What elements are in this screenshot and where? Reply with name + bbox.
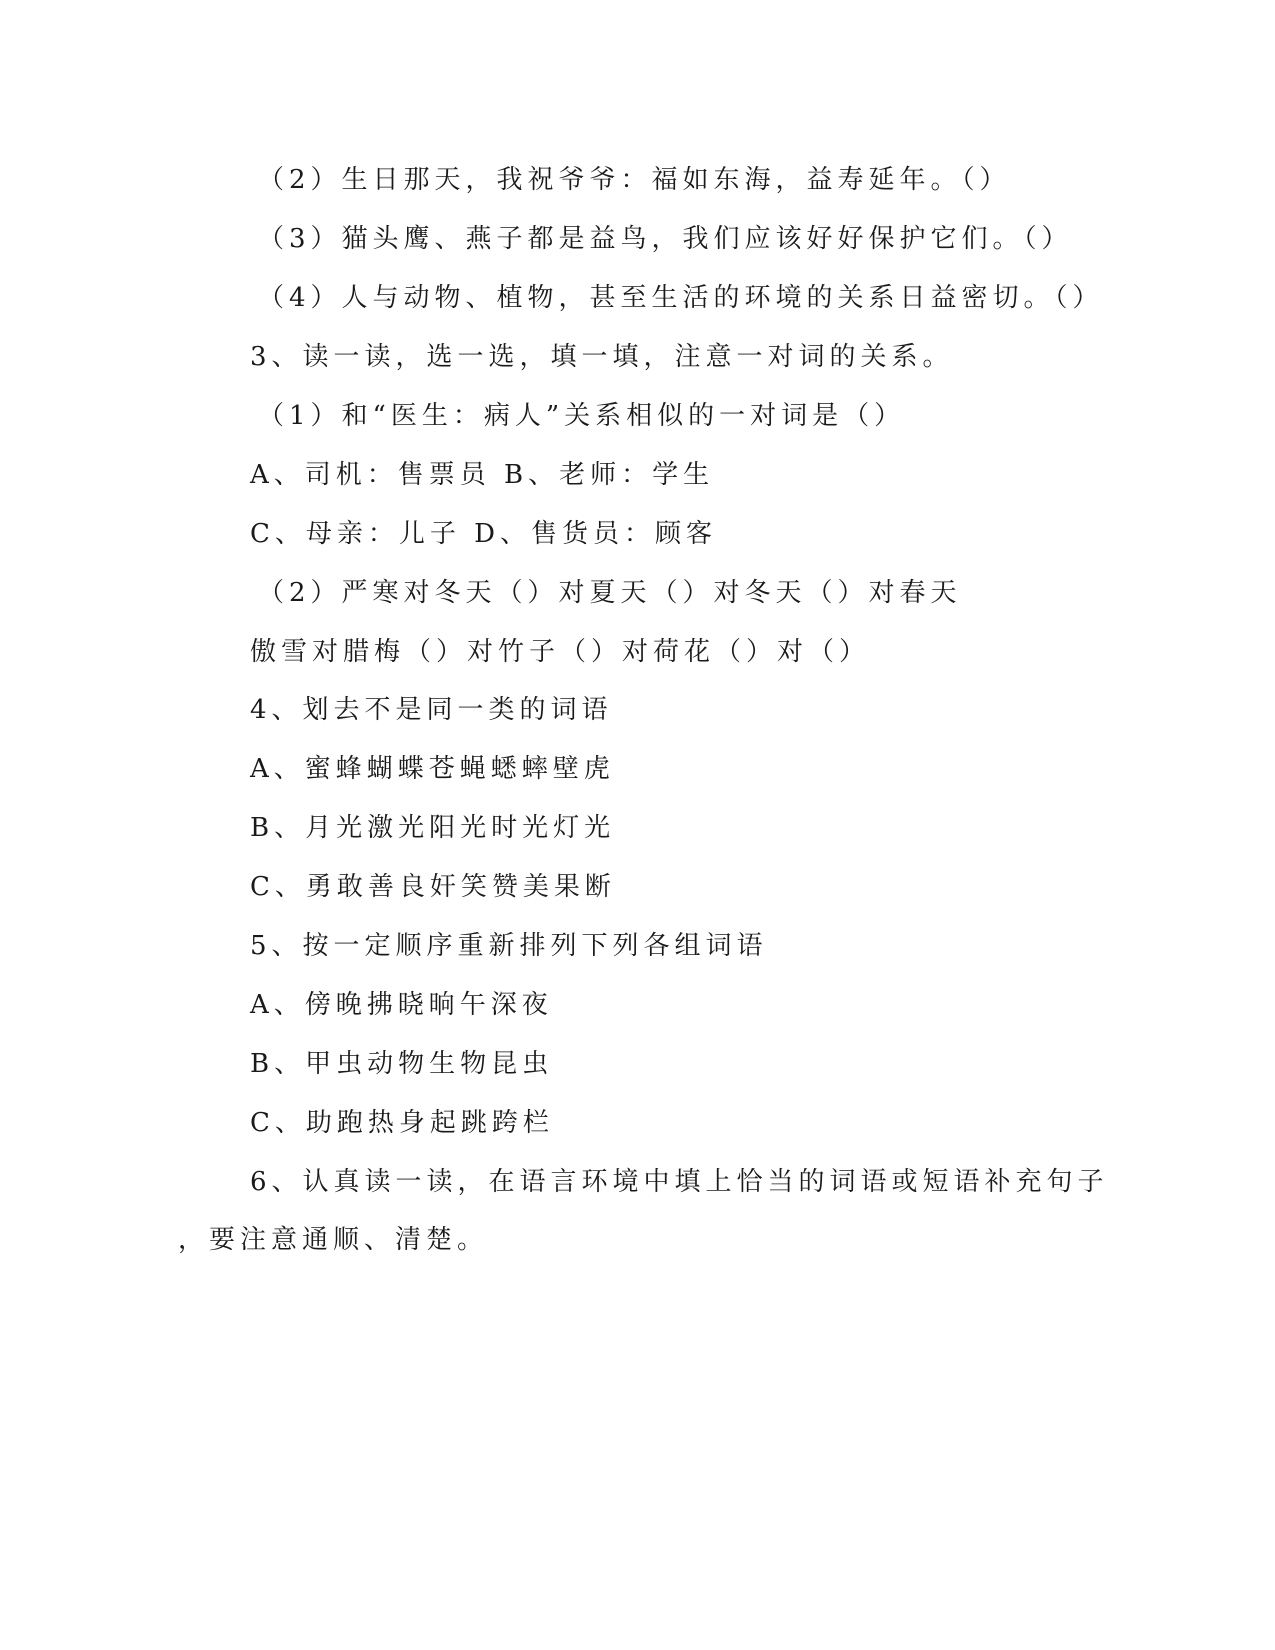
question-4-option-c: C、勇敢善良奸笑赞美果断 xyxy=(250,872,616,902)
question-2-item-3: （3）猫头鹰、燕子都是益鸟，我们应该好好保护它们。（） xyxy=(258,224,1073,254)
question-5-option-c: C、助跑热身起跳跨栏 xyxy=(250,1108,554,1138)
question-6-heading-continued: ，要注意通顺、清楚。 xyxy=(178,1225,489,1255)
question-6-heading: 6、认真读一读，在语言环境中填上恰当的词语或短语补充句子 xyxy=(250,1167,1109,1197)
question-4-option-b: B、月光激光阳光时光灯光 xyxy=(250,813,616,843)
question-2-item-4: （4）人与动物、植物，甚至生活的环境的关系日益密切。（） xyxy=(258,283,1104,313)
question-3-heading: 3、读一读，选一选，填一填，注意一对词的关系。 xyxy=(250,342,954,372)
question-3-item-2-continued: 傲雪对腊梅（）对竹子（）对荷花（）对（） xyxy=(250,637,871,667)
question-5-option-b: B、甲虫动物生物昆虫 xyxy=(250,1049,554,1079)
question-3-item-1: （1）和“医生：病人”关系相似的一对词是（） xyxy=(258,401,906,431)
question-3-options-cd: C、母亲：儿子 D、售货员：顾客 xyxy=(250,519,718,549)
question-3-options-ab: A、司机：售票员 B、老师：学生 xyxy=(250,460,715,490)
question-3-item-2: （2）严寒对冬天（）对夏天（）对冬天（）对春天 xyxy=(258,578,962,608)
question-5-option-a: A、傍晚拂晓晌午深夜 xyxy=(250,990,553,1020)
question-5-heading: 5、按一定顺序重新排列下列各组词语 xyxy=(250,931,768,961)
question-4-heading: 4、划去不是同一类的词语 xyxy=(250,695,613,725)
question-2-item-2: （2）生日那天，我祝爷爷：福如东海，益寿延年。（） xyxy=(258,165,1011,195)
question-4-option-a: A、蜜蜂蝴蝶苍蝇蟋蟀壁虎 xyxy=(250,754,615,784)
